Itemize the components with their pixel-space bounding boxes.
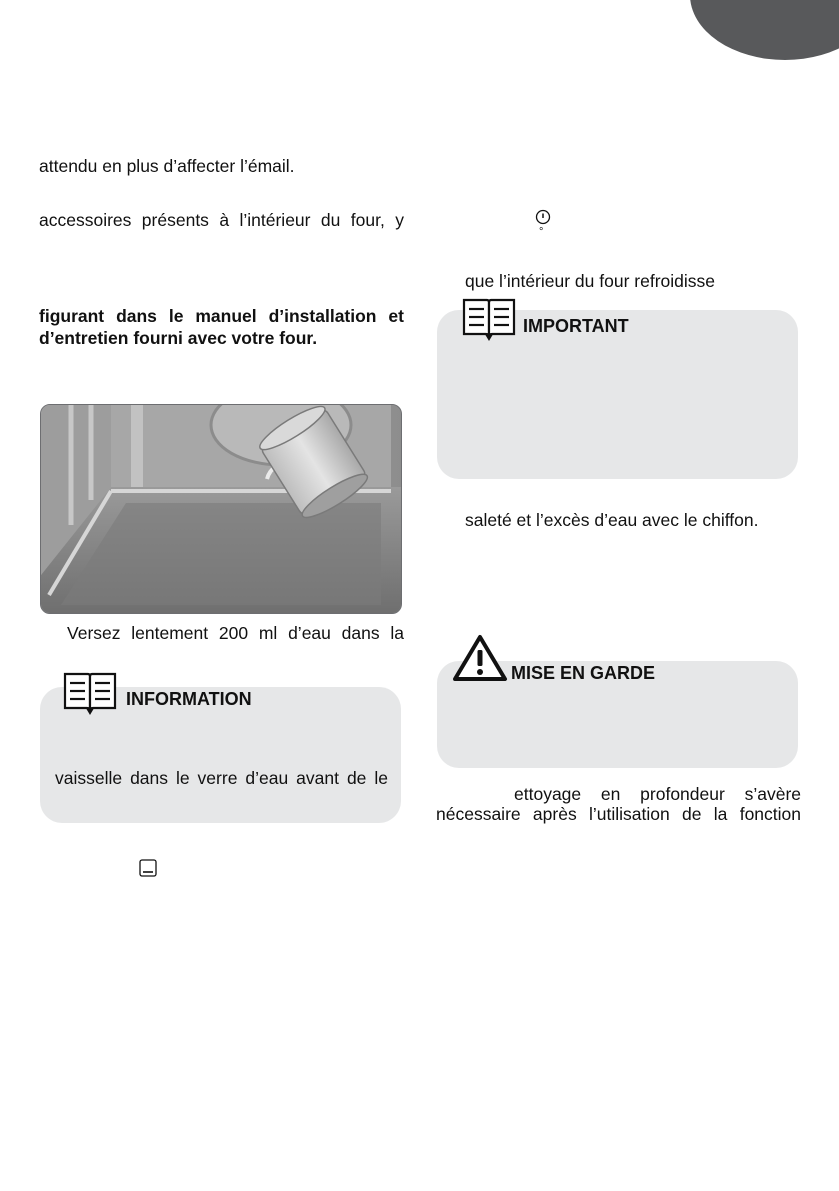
warning-triangle-icon bbox=[452, 634, 508, 682]
page-corner-tab bbox=[690, 0, 839, 60]
book-icon bbox=[462, 297, 516, 341]
right-text-line-4: nécessaire après l’utilisation de la fonction bbox=[436, 804, 801, 824]
warning-title: MISE EN GARDE bbox=[511, 663, 656, 683]
right-text-line-2: saleté et l’excès d’eau avec le chiffon. bbox=[465, 510, 759, 530]
degree-mark: ° bbox=[539, 226, 544, 238]
oven-illustration bbox=[41, 405, 401, 613]
bold-text-line-2: d’entretien fourni avec votre four. bbox=[39, 328, 318, 348]
left-text-line-1: attendu en plus d’affecter l’émail. bbox=[39, 156, 295, 176]
book-icon bbox=[63, 671, 117, 715]
information-title: INFORMATION bbox=[126, 689, 252, 709]
oven-bottom-heat-icon bbox=[139, 859, 157, 877]
left-text-line-2: accessoires présents à l’intérieur du four, y bbox=[39, 210, 404, 230]
bold-text-line-1: figurant dans le manuel d’installation et bbox=[39, 306, 404, 326]
right-text-line-1: que l’intérieur du four refroidisse bbox=[465, 271, 715, 291]
oven-cavity-photo bbox=[40, 404, 402, 614]
important-title: IMPORTANT bbox=[523, 316, 629, 336]
right-text-line-3: ettoyage en profondeur s’avère bbox=[514, 784, 801, 804]
information-text: vaisselle dans le verre d’eau avant de le bbox=[55, 768, 388, 788]
step-text: Versez lentement 200 ml d’eau dans la bbox=[67, 623, 404, 643]
power-icon bbox=[535, 209, 551, 225]
